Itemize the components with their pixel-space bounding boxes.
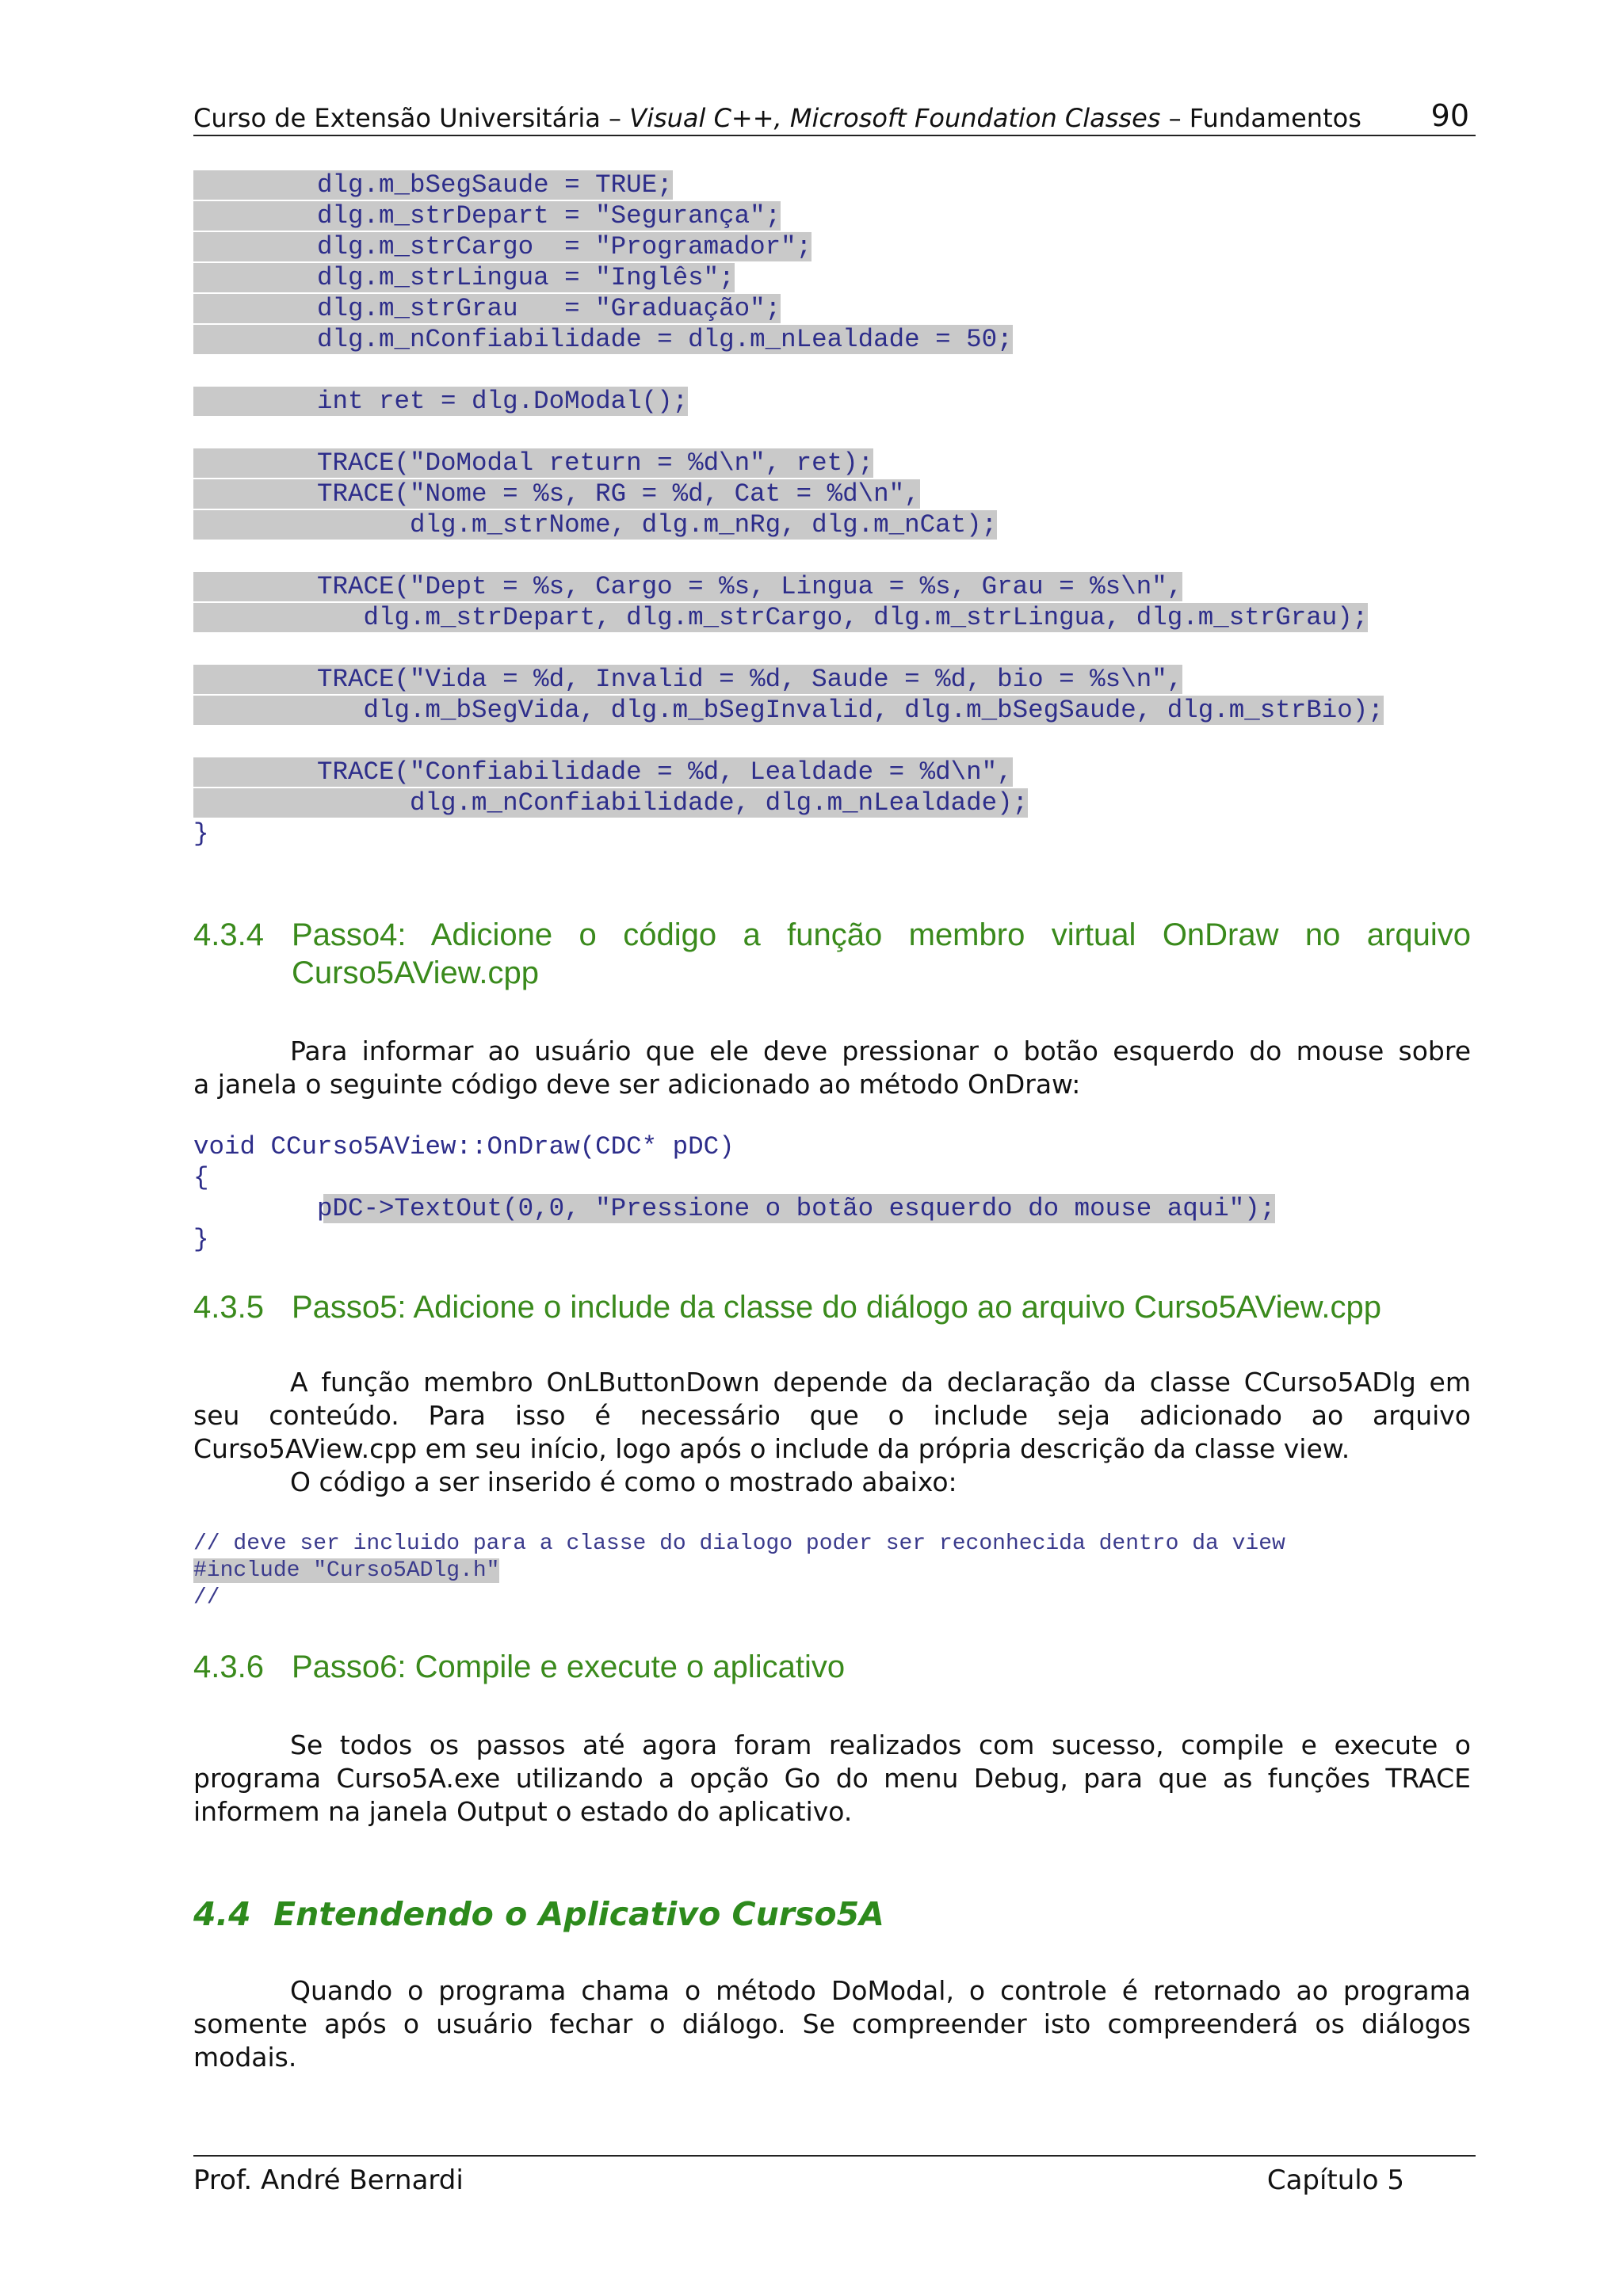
code-line: int ret = dlg.DoModal(); (193, 387, 689, 416)
code-block-include (193, 1531, 1285, 1653)
header-prefix: Curso de Extensão Universitária – (193, 103, 630, 133)
code-line: TRACE("Vida = %d, Invalid = %d, Saude = %d, bio = %s\n", (193, 665, 1183, 694)
code-line: { (193, 1163, 209, 1192)
paragraph-435 (193, 1366, 1471, 1499)
header-italic: Visual C++, Microsoft Foundation Classes (629, 103, 1161, 133)
header-title (193, 103, 1361, 133)
paragraph-line: a janela o seguinte código deve ser adicionado ao método OnDraw: (193, 1069, 1081, 1100)
code-line: TRACE("Confiabilidade = %d, Lealdade = %d\n", (193, 757, 1013, 787)
paragraph-line: informem na janela Output o estado do aplicativo. (193, 1796, 853, 1827)
paragraph-436 (193, 1729, 1471, 1829)
heading-number: 4.3.4 (193, 917, 264, 952)
paragraph-line: Quando o programa chama o método DoModal, o controle é retornado ao programa (290, 1975, 1471, 2006)
code-line: TRACE("Dept = %s, Cargo = %s, Lingua = %s, Grau = %s\n", (193, 572, 1183, 601)
code-block-main (193, 170, 1384, 849)
page-number: 90 (1430, 98, 1469, 133)
heading-number: 4.3.5 (193, 1290, 264, 1325)
code-line: dlg.m_bSegSaude = TRUE; (193, 170, 673, 200)
code-line: // (193, 1585, 220, 1610)
code-line: TRACE("Nome = %s, RG = %d, Cat = %d\n", (193, 479, 920, 509)
code-line: dlg.m_strCargo = "Programador"; (193, 232, 812, 261)
paragraph-line: seu conteúdo. Para isso é necessário que o include seja adicionado ao arquivo (193, 1400, 1471, 1431)
paragraph-line: O código a ser inserido é como o mostrado abaixo: (290, 1466, 957, 1497)
footer-rule (193, 2155, 1476, 2157)
code-line: pDC->TextOut(0,0, "Pressione o botão esquerdo do mouse aqui"); (193, 1194, 1276, 1223)
code-line: dlg.m_nConfiabilidade = dlg.m_nLealdade = 50; (193, 325, 1013, 354)
paragraph-line: Curso5AView.cpp em seu início, logo após o include da própria descrição da classe view. (193, 1433, 1350, 1464)
paragraph-line: programa Curso5A.exe utilizando a opção Go do menu Debug, para que as funções TRACE (193, 1763, 1471, 1794)
page-header (193, 93, 1476, 136)
heading-title: Passo6: Compile e execute o aplicativo (292, 1650, 846, 1684)
code-block-ondraw (193, 1131, 1276, 1307)
code-line: void CCurso5AView::OnDraw(CDC* pDC) (193, 1132, 735, 1161)
heading-line-1: Passo4: Adicione o código a função membro virtual OnDraw no arquivo (292, 917, 1471, 952)
code-line: dlg.m_strNome, dlg.m_nRg, dlg.m_nCat); (193, 510, 998, 540)
code-line: // deve ser incluido para a classe do dialogo poder ser reconhecida dentro da view (193, 1531, 1285, 1556)
code-line: dlg.m_strLingua = "Inglês"; (193, 263, 735, 292)
header-suffix: – Fundamentos (1160, 103, 1361, 133)
paragraph-line: modais. (193, 2042, 297, 2073)
paragraph-44 (193, 1974, 1471, 2074)
heading-number: 4.3.6 (193, 1650, 264, 1684)
page-footer (193, 2155, 1476, 2196)
paragraph-434 (193, 1035, 1471, 1101)
section-heading-434 (193, 916, 1471, 992)
paragraph-line: Para informar ao usuário que ele deve pressionar o botão esquerdo do mouse sobre (290, 1035, 1471, 1066)
footer-author: Prof. André Bernardi (193, 2164, 464, 2196)
code-line: #include "Curso5ADlg.h" (193, 1558, 500, 1583)
paragraph-line: somente após o usuário fechar o diálogo. Se compreender isto compreenderá os diálogos (193, 2008, 1471, 2039)
footer-chapter: Capítulo 5 (1266, 2164, 1404, 2196)
paragraph-line: A função membro OnLButtonDown depende da declaração da classe CCurso5ADlg em (290, 1367, 1471, 1398)
section-heading-435 (193, 1288, 1471, 1326)
code-line: dlg.m_strDepart = "Segurança"; (193, 201, 781, 231)
code-line: TRACE("DoModal return = %d\n", ret); (193, 448, 874, 478)
code-line: dlg.m_bSegVida, dlg.m_bSegInvalid, dlg.m_bSegSaude, dlg.m_strBio); (193, 696, 1384, 725)
code-line: } (193, 1225, 209, 1254)
heading-title: Passo5: Adicione o include da classe do diálogo ao arquivo Curso5AView.cpp (292, 1290, 1381, 1325)
section-heading-44: 4.4 Entendendo o Aplicativo Curso5A (193, 1895, 884, 1933)
code-line: dlg.m_nConfiabilidade, dlg.m_nLealdade); (193, 788, 1029, 818)
section-heading-436 (193, 1648, 1471, 1686)
heading-line-2: Curso5AView.cpp (292, 955, 540, 990)
paragraph-line: Se todos os passos até agora foram realizados com sucesso, compile e execute o (290, 1730, 1471, 1760)
header-rule (193, 135, 1476, 136)
code-line: } (193, 819, 209, 849)
code-line: dlg.m_strGrau = "Graduação"; (193, 294, 781, 323)
code-line: dlg.m_strDepart, dlg.m_strCargo, dlg.m_strLingua, dlg.m_strGrau); (193, 603, 1369, 632)
